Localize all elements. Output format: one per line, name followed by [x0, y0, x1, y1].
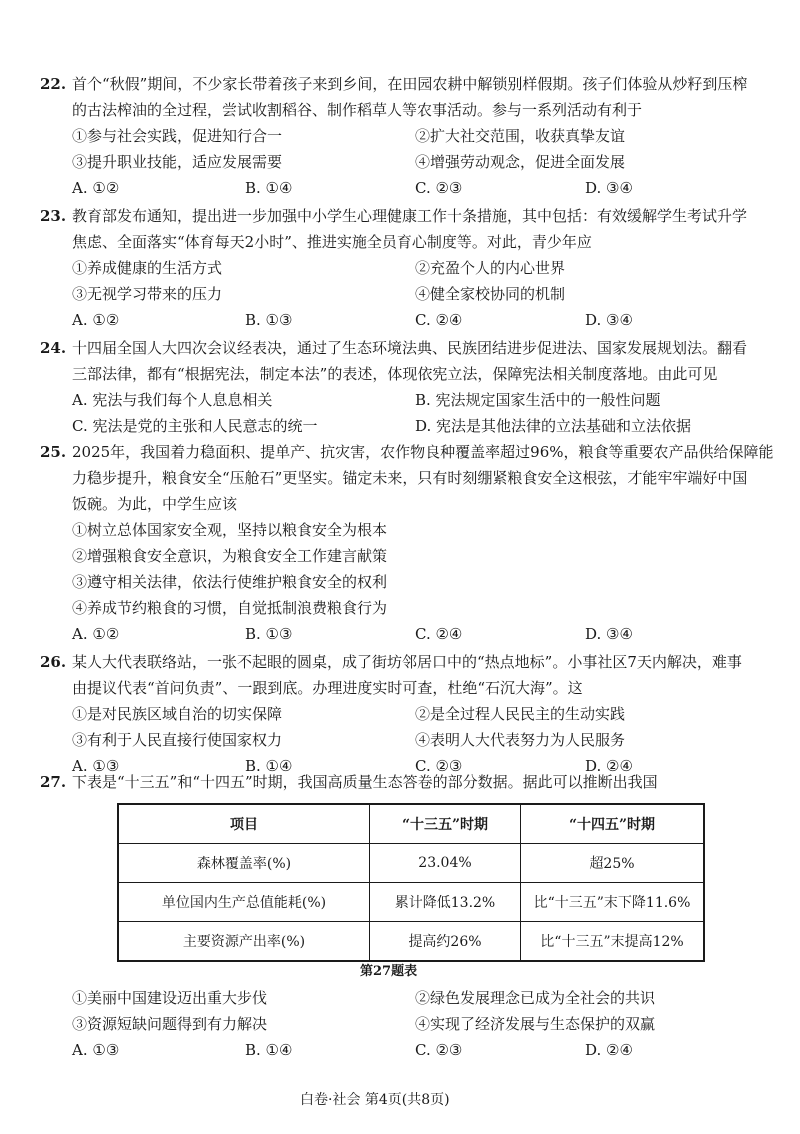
q22-item-1: ①参与社会实践，促进知行合一: [72, 127, 283, 145]
q27-stem-line-1: 下表是“十三五”和“十四五”时期，我国高质量生态答卷的部分数据。据此可以推断出我国: [72, 773, 658, 791]
q23-item-3: ③无视学习带来的压力: [72, 285, 223, 303]
table-cell: 提高约26%: [370, 922, 521, 962]
q27-choice-b: B. ①④: [245, 1041, 293, 1059]
q26-item-3: ③有利于人民直接行使国家权力: [72, 731, 283, 749]
table-row: [118, 922, 704, 962]
q25-item-3: ③遵守相关法律，依法行使维护粮食安全的权利: [72, 573, 388, 591]
q27-choice-c: C. ②③: [415, 1041, 463, 1059]
q24-choice-d: D. 宪法是其他法律的立法基础和立法依据: [415, 417, 692, 435]
table-header-row: [118, 804, 704, 844]
table-cell: 森林覆盖率(%): [118, 844, 370, 883]
q25-stem-line-2: 力稳步提升，粮食安全“压舱石”更坚实。锚定未来，只有时刻绷紧粮食安全这根弦，才能牢牢端好中国: [72, 469, 748, 487]
table-cell: 比“十三五”末提高12%: [521, 922, 705, 962]
q27-item-3: ③资源短缺问题得到有力解决: [72, 1015, 268, 1033]
q24-choice-b: B. 宪法规定国家生活中的一般性问题: [415, 391, 661, 409]
q26-choice-d: D. ②④: [585, 757, 633, 775]
q22-stem-line-2: 的古法榨油的全过程，尝试收割稻谷、制作稻草人等农事活动。参与一系列活动有利于: [72, 101, 643, 119]
q22-choice-d: D. ③④: [585, 179, 633, 197]
q25-item-4: ④养成节约粮食的习惯，自觉抵制浪费粮食行为: [72, 599, 388, 617]
q22-choice-b: B. ①④: [245, 179, 293, 197]
q25-number: 25.: [40, 443, 67, 461]
table-header-cell: “十四五”时期: [521, 804, 705, 844]
q25-stem-line-3: 饭碗。为此，中学生应该: [72, 495, 238, 513]
table-cell: 累计降低13.2%: [370, 883, 521, 922]
q24-stem-line-1: 十四届全国人大四次会议经表决，通过了生态环境法典、民族团结进步促进法、国家发展规划法。翻看: [72, 339, 748, 357]
q23-number: 23.: [40, 207, 67, 225]
table-cell: 主要资源产出率(%): [118, 922, 370, 962]
q23-choice-d: D. ③④: [585, 311, 633, 329]
q26-choice-a: A. ①③: [72, 757, 120, 775]
q27-choice-a: A. ①③: [72, 1041, 120, 1059]
q26-stem-line-2: 由提议代表“首问负责”、一跟到底。办理进度实时可查，杜绝“石沉大海”。这: [72, 679, 583, 697]
q22-choice-c: C. ②③: [415, 179, 463, 197]
q25-item-1: ①树立总体国家安全观，坚持以粮食安全为根本: [72, 521, 388, 539]
q23-item-4: ④健全家校协同的机制: [415, 285, 566, 303]
q23-choice-a: A. ①②: [72, 311, 120, 329]
q25-choice-c: C. ②④: [415, 625, 463, 643]
q22-choice-a: A. ①②: [72, 179, 120, 197]
q25-choice-b: B. ①③: [245, 625, 293, 643]
q25-choice-d: D. ③④: [585, 625, 633, 643]
q27-item-2: ②绿色发展理念已成为全社会的共识: [415, 989, 656, 1007]
q27-item-1: ①美丽中国建设迈出重大步伐: [72, 989, 268, 1007]
table-caption: 第27题表: [360, 964, 418, 979]
q22-stem-line-1: 首个“秋假”期间，不少家长带着孩子来到乡间，在田园农耕中解锁别样假期。孩子们体验从炒籽到压榨: [72, 75, 748, 93]
q24-stem-line-2: 三部法律，都有“根据宪法，制定本法”的表述，体现依宪立法，保障宪法相关制度落地。由此可见: [72, 365, 718, 383]
q26-item-4: ④表明人大代表努力为人民服务: [415, 731, 626, 749]
q24-number: 24.: [40, 339, 67, 357]
table-cell: 23.04%: [370, 844, 521, 883]
q23-item-1: ①养成健康的生活方式: [72, 259, 223, 277]
q26-item-1: ①是对民族区域自治的切实保障: [72, 705, 283, 723]
table-header-cell: “十三五”时期: [370, 804, 521, 844]
q25-stem-line-1: 2025年，我国着力稳面积、提单产、抗灾害，农作物良种覆盖率超过96%，粮食等重要农产品供给保障能: [72, 443, 774, 461]
q22-number: 22.: [40, 75, 67, 93]
page-footer: 白卷·社会 第4页(共8页): [300, 1092, 450, 1108]
q26-choice-b: B. ①④: [245, 757, 293, 775]
q26-number: 26.: [40, 653, 67, 671]
q23-stem-line-2: 焦虑、全面落实“体育每天2小时”、推进实施全员育心制度等。对此，青少年应: [72, 233, 592, 251]
q25-choice-a: A. ①②: [72, 625, 120, 643]
table-header-cell: 项目: [118, 804, 370, 844]
q25-item-2: ②增强粮食安全意识，为粮食安全工作建言献策: [72, 547, 388, 565]
q23-stem-line-1: 教育部发布通知，提出进一步加强中小学生心理健康工作十条措施，其中包括：有效缓解学生考试升学: [72, 207, 748, 225]
q27-number: 27.: [40, 773, 67, 791]
q24-choice-c: C. 宪法是党的主张和人民意志的统一: [72, 417, 318, 435]
q24-choice-a: A. 宪法与我们每个人息息相关: [72, 391, 273, 409]
q26-stem-line-1: 某人大代表联络站，一张不起眼的圆桌，成了街坊邻居口中的“热点地标”。小事社区7天内解决，难事: [72, 653, 742, 671]
table-row: [118, 883, 704, 922]
q26-item-2: ②是全过程人民民主的生动实践: [415, 705, 626, 723]
q26-choice-c: C. ②③: [415, 757, 463, 775]
table-cell: 比“十三五”末下降11.6%: [521, 883, 705, 922]
q22-item-3: ③提升职业技能，适应发展需要: [72, 153, 283, 171]
q22-item-4: ④增强劳动观念，促进全面发展: [415, 153, 626, 171]
q23-item-2: ②充盈个人的内心世界: [415, 259, 566, 277]
table-cell: 单位国内生产总值能耗(%): [118, 883, 370, 922]
table-cell: 超25%: [521, 844, 705, 883]
q27-item-4: ④实现了经济发展与生态保护的双赢: [415, 1015, 656, 1033]
table-row: [118, 844, 704, 883]
q23-choice-c: C. ②④: [415, 311, 463, 329]
q22-item-2: ②扩大社交范围，收获真挚友谊: [415, 127, 626, 145]
q27-choice-d: D. ②④: [585, 1041, 633, 1059]
q27-data-table: [117, 803, 705, 962]
q23-choice-b: B. ①③: [245, 311, 293, 329]
